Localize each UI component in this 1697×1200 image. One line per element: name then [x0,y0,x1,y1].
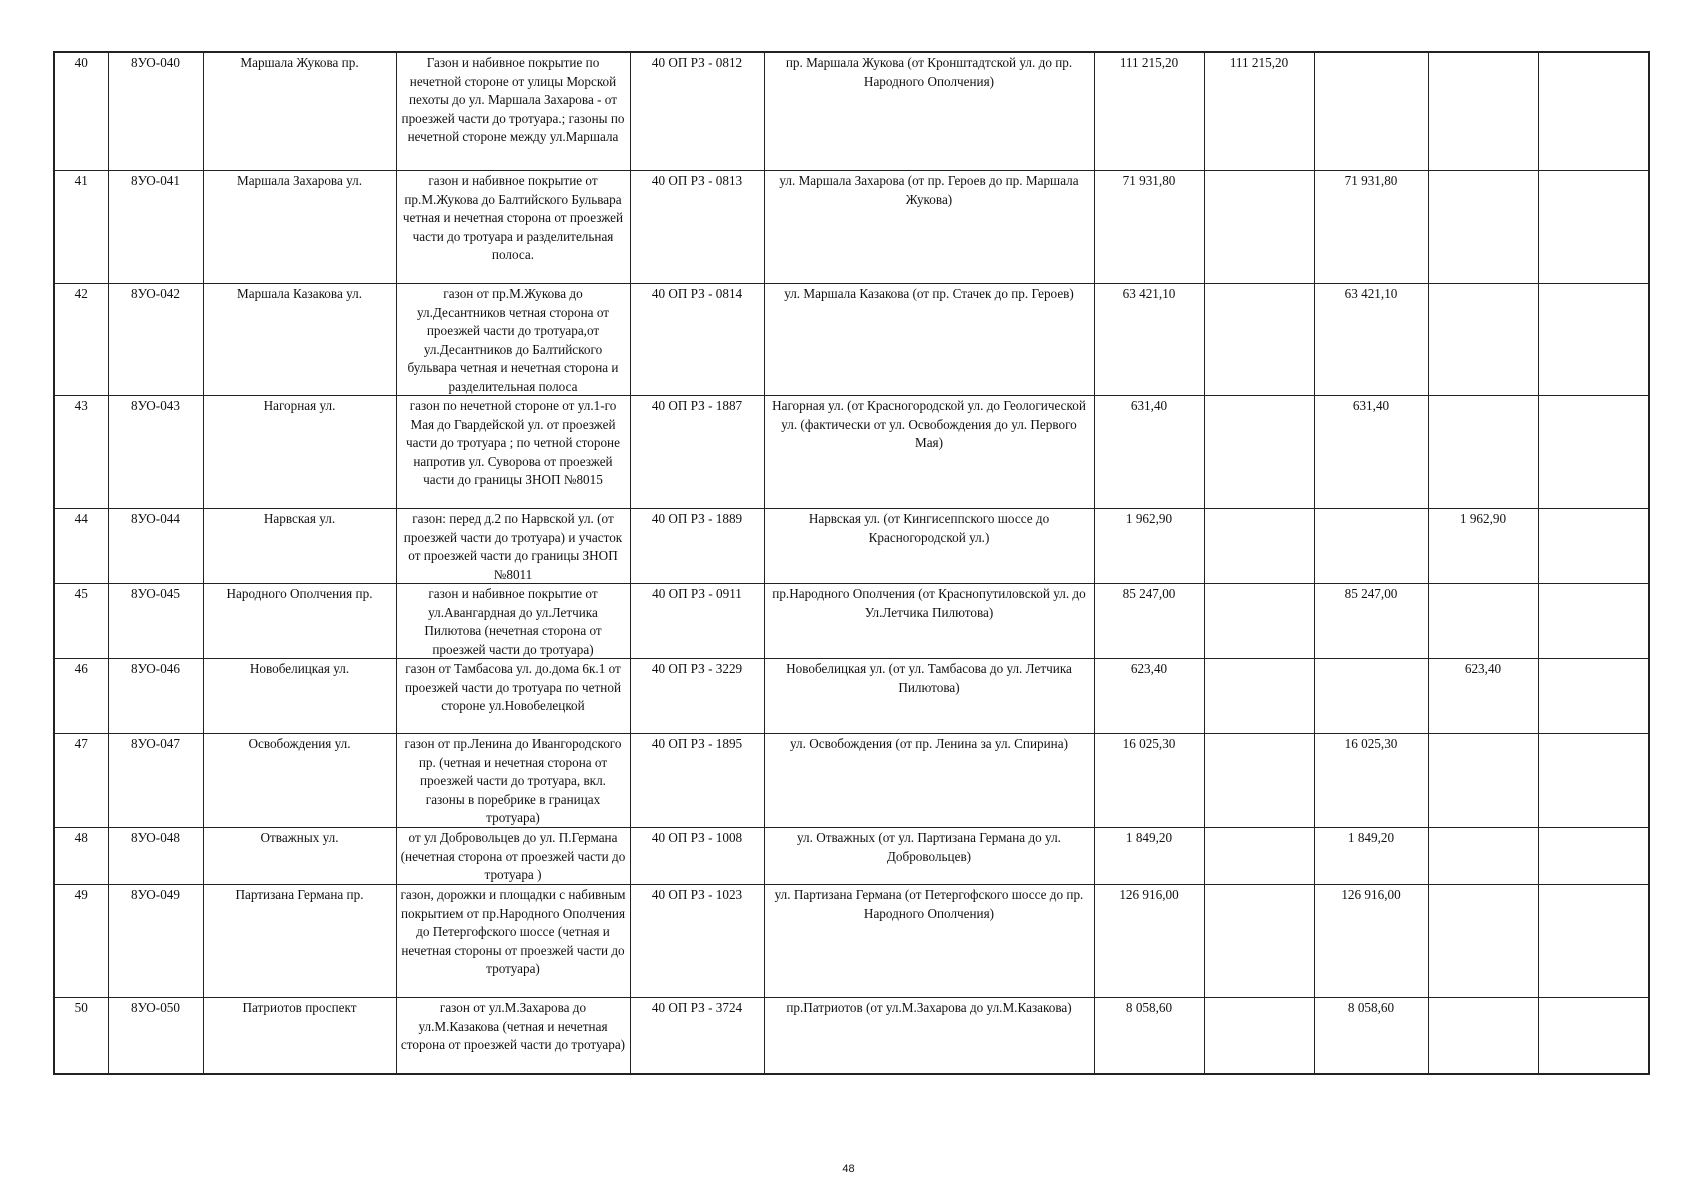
total-area-cell [1094,734,1204,828]
road-name-cell [764,885,1094,998]
row-number-cell-text: 48 [74,830,88,845]
table-row [54,171,1649,284]
total-area-cell-text: 8 058,60 [1125,1000,1173,1015]
total-area-cell-text: 16 025,30 [1122,736,1176,751]
row-number-cell-text: 44 [74,511,88,526]
area-description-cell-text: газон от Тамбасова ул. до.дома 6к.1 от проезжей части до тротуара по четной стороне ул.Новобелецкой [404,661,622,713]
street-name-cell-text: Народного Ополчения пр. [226,586,373,601]
category-2-area-cell [1314,171,1428,284]
category-2-area-cell-text: 8 058,60 [1347,1000,1395,1015]
category-2-area-cell [1314,584,1428,659]
street-name-cell [203,396,396,509]
road-id-cell [630,828,764,885]
category-1-area-cell [1204,52,1314,171]
object-code-cell [108,828,203,885]
category-4-area-cell [1538,584,1649,659]
road-id-cell [630,396,764,509]
table-row [54,659,1649,734]
row-number-cell [54,584,108,659]
area-description-cell-text: газон и набивное покрытие от пр.М.Жукова до Балтийского Бульвара четная и нечетная сторона от проезжей части до тротуара и разделительная полоса. [402,173,624,262]
category-2-area-cell [1314,734,1428,828]
table-row [54,998,1649,1075]
object-code-cell [108,885,203,998]
object-code-cell [108,171,203,284]
road-id-cell-text: 40 ОП РЗ - 0813 [651,173,743,188]
category-2-area-cell [1314,828,1428,885]
category-2-area-cell [1314,52,1428,171]
total-area-cell [1094,396,1204,509]
street-name-cell [203,885,396,998]
road-name-cell [764,284,1094,396]
area-description-cell [396,998,630,1075]
category-2-area-cell [1314,509,1428,584]
category-3-area-cell [1428,734,1538,828]
object-code-cell-text: 8УО-041 [131,173,180,188]
row-number-cell [54,171,108,284]
street-name-cell [203,509,396,584]
category-4-area-cell [1538,998,1649,1075]
category-2-area-cell-text: 126 916,00 [1341,887,1401,902]
object-code-cell-text: 8УО-045 [131,586,180,601]
street-name-cell [203,171,396,284]
total-area-cell-text: 126 916,00 [1119,887,1179,902]
category-2-area-cell [1314,284,1428,396]
category-4-area-cell [1538,171,1649,284]
road-id-cell [630,52,764,171]
road-name-cell-text: ул. Маршала Захарова (от пр. Героев до пр. Маршала Жукова) [779,173,1079,207]
road-id-cell-text: 40 ОП РЗ - 1023 [651,887,743,902]
table-row [54,509,1649,584]
road-name-cell [764,828,1094,885]
area-description-cell-text: от ул Добровольцев до ул. П.Германа (нечетная сторона от проезжей части до тротуара ) [400,830,626,882]
table-row [54,885,1649,998]
object-code-cell [108,52,203,171]
road-name-cell [764,509,1094,584]
category-1-area-cell [1204,171,1314,284]
object-code-cell [108,998,203,1075]
row-number-cell [54,885,108,998]
road-id-cell-text: 40 ОП РЗ - 0812 [651,55,743,70]
category-4-area-cell [1538,659,1649,734]
road-id-cell [630,734,764,828]
total-area-cell-text: 63 421,10 [1122,286,1176,301]
category-1-area-cell [1204,998,1314,1075]
category-2-area-cell [1314,998,1428,1075]
row-number-cell-text: 49 [74,887,88,902]
category-3-area-cell [1428,284,1538,396]
total-area-cell-text: 85 247,00 [1122,586,1176,601]
row-number-cell-text: 42 [74,286,88,301]
total-area-cell [1094,584,1204,659]
object-code-cell-text: 8УО-047 [131,736,180,751]
row-number-cell-text: 40 [74,55,88,70]
category-4-area-cell [1538,828,1649,885]
row-number-cell [54,659,108,734]
road-name-cell-text: ул. Освобождения (от пр. Ленина за ул. Спирина) [790,736,1068,751]
total-area-cell-text: 1 962,90 [1125,511,1173,526]
category-3-area-cell [1428,396,1538,509]
area-description-cell-text: газон: перед д.2 по Нарвской ул. (от проезжей части до тротуара) и участок от проезжей части до границы ЗНОП №8011 [403,511,623,582]
area-description-cell-text: газон от пр.Ленина до Ивангородского пр. (четная и нечетная сторона от проезжей части до тротуара, вкл. газоны в поребрике в границах тротуара) [404,736,622,825]
object-code-cell-text: 8УО-043 [131,398,180,413]
street-name-cell-text: Новобелицкая ул. [249,661,350,676]
row-number-cell-text: 41 [74,173,88,188]
category-3-area-cell [1428,998,1538,1075]
category-4-area-cell [1538,52,1649,171]
area-description-cell [396,659,630,734]
road-name-cell [764,584,1094,659]
category-2-area-cell [1314,396,1428,509]
total-area-cell-text: 1 849,20 [1125,830,1173,845]
road-name-cell-text: ул. Отважных (от ул. Партизана Германа до ул. Добровольцев) [797,830,1061,864]
total-area-cell [1094,828,1204,885]
road-id-cell [630,659,764,734]
street-name-cell-text: Нагорная ул. [263,398,336,413]
road-id-cell-text: 40 ОП РЗ - 3724 [651,1000,743,1015]
total-area-cell [1094,284,1204,396]
object-code-cell-text: 8УО-046 [131,661,180,676]
area-description-cell [396,885,630,998]
table-row [54,584,1649,659]
row-number-cell-text: 45 [74,586,88,601]
street-name-cell-text: Патриотов проспект [242,1000,357,1015]
total-area-cell [1094,998,1204,1075]
document-sheet [53,51,1648,1075]
area-description-cell-text: газон по нечетной стороне от ул.1-го Мая до Гвардейской ул. от проезжей части до тротуара ; по четной стороне напротив ул. Суворова от проезжей части до границы ЗНОП №8015 [406,398,620,487]
road-name-cell [764,171,1094,284]
page-number: 48 [842,1163,855,1175]
row-number-cell [54,998,108,1075]
road-id-cell [630,171,764,284]
category-2-area-cell-text: 1 849,20 [1347,830,1395,845]
category-2-area-cell-text: 16 025,30 [1344,736,1398,751]
area-description-cell-text: газон от ул.М.Захарова до ул.М.Казакова (четная и нечетная сторона от проезжей части до тротуара) [400,1000,626,1052]
category-2-area-cell-text: 85 247,00 [1344,586,1398,601]
area-description-cell-text: газон, дорожки и площадки с набивным покрытием от пр.Народного Ополчения до Петергофского шоссе (четная и нечетная стороны от проезжей части до тротуара) [400,887,626,976]
object-code-cell [108,659,203,734]
road-id-cell [630,885,764,998]
road-name-cell-text: Новобелицкая ул. (от ул. Тамбасова до ул. Летчика Пилютова) [786,661,1072,695]
category-4-area-cell [1538,509,1649,584]
row-number-cell-text: 43 [74,398,88,413]
total-area-cell [1094,659,1204,734]
object-code-cell-text: 8УО-044 [131,511,180,526]
street-name-cell [203,828,396,885]
street-name-cell-text: Партизана Германа пр. [235,887,364,902]
object-code-cell [108,284,203,396]
row-number-cell-text: 47 [74,736,88,751]
road-name-cell-text: ул. Маршала Казакова (от пр. Стачек до пр. Героев) [784,286,1074,301]
street-name-cell [203,659,396,734]
category-4-area-cell [1538,885,1649,998]
area-description-cell [396,171,630,284]
road-id-cell [630,584,764,659]
object-code-cell-text: 8УО-042 [131,286,180,301]
area-description-cell [396,509,630,584]
object-code-cell [108,509,203,584]
road-id-cell-text: 40 ОП РЗ - 0911 [652,586,742,601]
road-id-cell [630,284,764,396]
area-description-cell-text: Газон и набивное покрытие по нечетной стороне от улицы Морской пехоты до ул. Маршала Захарова - от проезжей части до тротуара.; газоны по нечетной стороне между ул.Маршала [401,55,625,144]
road-id-cell-text: 40 ОП РЗ - 1887 [651,398,743,413]
object-code-cell-text: 8УО-049 [131,887,180,902]
category-4-area-cell [1538,734,1649,828]
row-number-cell [54,396,108,509]
category-3-area-cell-text: 623,40 [1464,661,1502,676]
road-id-cell-text: 40 ОП РЗ - 1008 [651,830,743,845]
road-name-cell-text: пр.Патриотов (от ул.М.Захарова до ул.М.Казакова) [786,1000,1072,1015]
row-number-cell [54,734,108,828]
total-area-cell-text: 623,40 [1130,661,1168,676]
object-code-cell [108,396,203,509]
road-name-cell-text: пр. Маршала Жукова (от Кронштадтской ул. до пр. Народного Ополчения) [785,55,1073,89]
category-3-area-cell [1428,659,1538,734]
total-area-cell [1094,171,1204,284]
object-code-cell-text: 8УО-040 [131,55,180,70]
total-area-cell-text: 71 931,80 [1122,173,1176,188]
street-name-cell [203,284,396,396]
row-number-cell [54,52,108,171]
road-id-cell [630,998,764,1075]
street-name-cell [203,734,396,828]
street-name-cell-text: Отважных ул. [260,830,339,845]
category-3-area-cell [1428,828,1538,885]
category-1-area-cell [1204,284,1314,396]
category-2-area-cell-text: 631,40 [1352,398,1390,413]
category-2-area-cell [1314,659,1428,734]
road-name-cell [764,659,1094,734]
road-name-cell-text: пр.Народного Ополчения (от Краснопутиловской ул. до Ул.Летчика Пилютова) [772,586,1086,620]
category-1-area-cell [1204,659,1314,734]
total-area-cell [1094,509,1204,584]
category-3-area-cell [1428,509,1538,584]
total-area-cell [1094,52,1204,171]
table-row [54,828,1649,885]
category-1-area-cell [1204,396,1314,509]
green-areas-table [53,51,1650,1075]
road-id-cell-text: 40 ОП РЗ - 0814 [651,286,743,301]
total-area-cell [1094,885,1204,998]
category-4-area-cell [1538,396,1649,509]
area-description-cell-text: газон от пр.М.Жукова до ул.Десантников четная сторона от проезжей части до тротуара,от ул.Десантников до Балтийского бульвара четная и нечетная сторона и разделительная полоса [407,286,619,394]
table-row [54,396,1649,509]
road-id-cell-text: 40 ОП РЗ - 1895 [651,736,743,751]
category-2-area-cell-text: 71 931,80 [1344,173,1398,188]
street-name-cell-text: Маршала Жукова пр. [240,55,359,70]
category-1-area-cell [1204,734,1314,828]
road-name-cell-text: ул. Партизана Германа (от Петергофского шоссе до пр. Народного Ополчения) [774,887,1084,921]
street-name-cell-text: Освобождения ул. [248,736,351,751]
category-2-area-cell [1314,885,1428,998]
total-area-cell-text: 631,40 [1130,398,1168,413]
road-id-cell [630,509,764,584]
table-row [54,284,1649,396]
category-3-area-cell [1428,885,1538,998]
category-3-area-cell [1428,171,1538,284]
category-1-area-cell-text: 111 215,20 [1229,55,1289,70]
row-number-cell [54,509,108,584]
area-description-cell-text: газон и набивное покрытие от ул.Авангардная до ул.Летчика Пилютова (нечетная сторона от проезжей части до тротуара) [424,586,602,657]
table-row [54,52,1649,171]
road-name-cell-text: Нарвская ул. (от Кингисеппского шоссе до Красногородской ул.) [808,511,1050,545]
category-1-area-cell [1204,828,1314,885]
row-number-cell-text: 46 [74,661,88,676]
road-name-cell [764,998,1094,1075]
total-area-cell-text: 111 215,20 [1119,55,1179,70]
area-description-cell [396,284,630,396]
object-code-cell [108,734,203,828]
table-body [54,52,1649,1074]
category-1-area-cell [1204,509,1314,584]
category-3-area-cell [1428,584,1538,659]
category-4-area-cell [1538,284,1649,396]
road-id-cell-text: 40 ОП РЗ - 1889 [651,511,743,526]
road-id-cell-text: 40 ОП РЗ - 3229 [651,661,743,676]
road-name-cell [764,734,1094,828]
row-number-cell-text: 50 [74,1000,88,1015]
area-description-cell [396,396,630,509]
road-name-cell [764,396,1094,509]
category-3-area-cell [1428,52,1538,171]
object-code-cell-text: 8УО-050 [131,1000,180,1015]
category-1-area-cell [1204,885,1314,998]
row-number-cell [54,284,108,396]
area-description-cell [396,584,630,659]
row-number-cell [54,828,108,885]
object-code-cell [108,584,203,659]
category-2-area-cell-text: 63 421,10 [1344,286,1398,301]
street-name-cell-text: Маршала Захарова ул. [236,173,363,188]
category-1-area-cell [1204,584,1314,659]
street-name-cell-text: Маршала Казакова ул. [237,286,362,301]
area-description-cell [396,734,630,828]
street-name-cell [203,52,396,171]
street-name-cell-text: Нарвская ул. [263,511,336,526]
street-name-cell [203,584,396,659]
table-row [54,734,1649,828]
road-name-cell [764,52,1094,171]
object-code-cell-text: 8УО-048 [131,830,180,845]
street-name-cell [203,998,396,1075]
area-description-cell [396,828,630,885]
category-3-area-cell-text: 1 962,90 [1459,511,1507,526]
area-description-cell [396,52,630,171]
road-name-cell-text: Нагорная ул. (от Красногородской ул. до Геологической ул. (фактически от ул. Освобождения до ул. Первого Мая) [772,398,1086,450]
